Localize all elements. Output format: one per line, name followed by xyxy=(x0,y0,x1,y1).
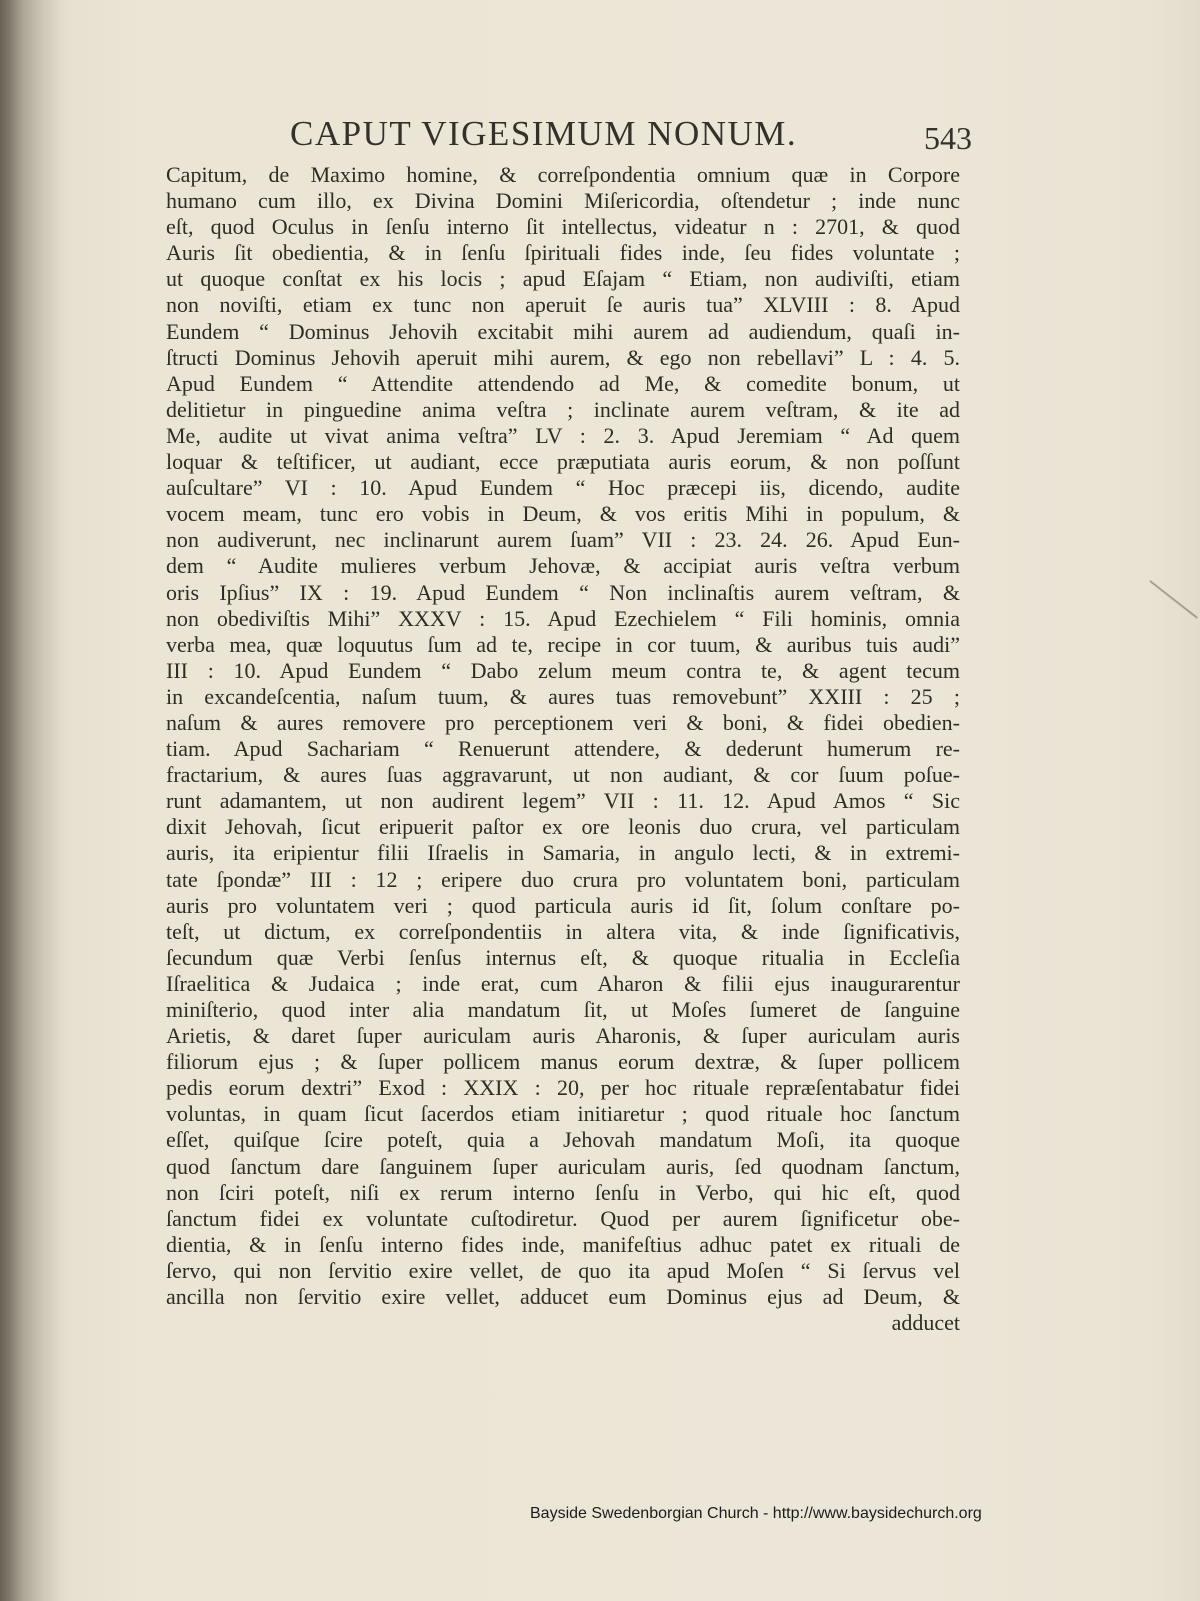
text-line: ſanctum fidei ex voluntate cuſtodiretur. Quod per aurem ſignificetur obe- xyxy=(166,1205,960,1231)
text-line: verba mea, quæ loquutus ſum ad te, recipe in cor tuum, & auribus tuis audi” xyxy=(166,631,960,657)
text-line: ut quoque conſtat ex his locis ; apud Eſajam “ Etiam, non audiviſti, etiam xyxy=(166,266,960,292)
text-line: auſcultare” VI : 10. Apud Eundem “ Hoc præcepi iis, dicendo, audite xyxy=(166,475,960,501)
text-line: dientia, & in ſenſu interno fides inde, manifeſtius adhuc patet ex rituali de xyxy=(166,1231,960,1257)
text-line: teſt, ut dictum, ex correſpondentiis in altera vita, & inde ſignificativis, xyxy=(166,918,960,944)
text-line: auris pro voluntatem veri ; quod particula auris id ſit, ſolum conſtare po- xyxy=(166,892,960,918)
text-line: Iſraelitica & Judaica ; inde erat, cum Aharon & filii ejus inaugurarentur xyxy=(166,970,960,996)
text-line: auris, ita eripientur filii Iſraelis in Samaria, in angulo lecti, & in extremi- xyxy=(166,840,960,866)
page-header xyxy=(160,108,980,158)
text-line: naſum & aures removere pro perceptionem veri & boni, & fidei obedien- xyxy=(166,709,960,735)
text-line: oris Ipſius” IX : 19. Apud Eundem “ Non inclinaſtis aurem veſtram, & xyxy=(166,579,960,605)
text-line: ancilla non ſervitio exire vellet, adducet eum Dominus ejus ad Deum, & xyxy=(166,1284,960,1310)
text-line: ſervo, qui non ſervitio exire vellet, de quo ita apud Moſen “ Si ſervus vel xyxy=(166,1257,960,1283)
text-line: non ſciri poteſt, niſi ex rerum interno ſenſu in Verbo, qui hic eſt, quod xyxy=(166,1179,960,1205)
text-line: Arietis, & daret ſuper auriculam auris Aharonis, & ſuper auriculam auris xyxy=(166,1023,960,1049)
text-line: Eundem “ Dominus Jehovih excitabit mihi aurem ad audiendum, quaſi in- xyxy=(166,318,960,344)
text-line: ſtructi Dominus Jehovih aperuit mihi aurem, & ego non rebellavi” L : 4. 5. xyxy=(166,344,960,370)
text-line: Capitum, de Maximo homine, & correſpondentia omnium quæ in Corpore xyxy=(166,162,960,187)
text-line: voluntas, in quam ſicut ſacerdos etiam initiaretur ; quod rituale hoc ſanctum xyxy=(166,1101,960,1127)
text-line: humano cum illo, ex Divina Domini Miſericordia, oſtendetur ; inde nunc xyxy=(166,188,960,214)
text-line: fractarium, & aures ſuas aggravarunt, ut non audiant, & cor ſuum poſue- xyxy=(166,762,960,788)
text-line: in excandeſcentia, naſum tuum, & aures tuas removebunt” XXIII : 25 ; xyxy=(166,683,960,709)
text-line: eſſet, quiſque ſcire poteſt, quia a Jehovah mandatum Moſi, ita quoque xyxy=(166,1127,960,1153)
spine-shadow xyxy=(0,0,60,1601)
text-line: pedis eorum dextri” Exod : XXIX : 20, per hoc rituale repræſentabatur fidei xyxy=(166,1075,960,1101)
text-line: ſecundum quæ Verbi ſenſus internus eſt, & quoque ritualia in Eccleſia xyxy=(166,944,960,970)
text-line: vocem meam, tunc ero vobis in Deum, & vos eritis Mihi in populum, & xyxy=(166,501,960,527)
text-line: non obediviſtis Mihi” XXXV : 15. Apud Ezechielem “ Fili hominis, omnia xyxy=(166,605,960,631)
catchword: adducet xyxy=(891,1310,960,1336)
text-line: runt adamantem, ut non audirent legem” VII : 11. 12. Apud Amos “ Sic xyxy=(166,788,960,814)
text-line: dem “ Audite mulieres verbum Jehovæ, & accipiat auris veſtra verbum xyxy=(166,553,960,579)
text-line: dixit Jehovah, ſicut eripuerit paſtor ex ore leonis duo crura, vel particulam xyxy=(166,814,960,840)
body-text xyxy=(166,162,960,1336)
text-line: Auris ſit obedientia, & in ſenſu ſpirituali fides inde, ſeu fides voluntate ; xyxy=(166,240,960,266)
text-line: miniſterio, quod inter alia mandatum ſit, ut Moſes ſumeret de ſanguine xyxy=(166,997,960,1022)
text-line: III : 10. Apud Eundem “ Dabo zelum meum contra te, & agent tecum xyxy=(166,657,960,683)
text-line: quod ſanctum dare ſanguinem ſuper auriculam auris, ſed quodnam ſanctum, xyxy=(166,1153,960,1179)
text-line: eſt, quod Oculus in ſenſu interno ſit intellectus, videatur n : 2701, & quod xyxy=(166,214,960,240)
text-line: Me, audite ut vivat anima veſtra” LV : 2. 3. Apud Jeremiam “ Ad quem xyxy=(166,422,960,448)
page-number: 543 xyxy=(924,120,972,156)
running-head: CAPUT VIGESIMUM NONUM. xyxy=(290,114,798,153)
text-line: tate ſpondæ” III : 12 ; eripere duo crura pro voluntatem boni, particulam xyxy=(166,866,960,892)
text-line: non noviſti, etiam ex tunc non aperuit ſe auris tua” XLVIII : 8. Apud xyxy=(166,292,960,318)
text-line: filiorum ejus ; & ſuper pollicem manus eorum dextræ, & ſuper pollicem xyxy=(166,1049,960,1075)
text-line: tiam. Apud Sachariam “ Renuerunt attendere, & dederunt humerum re- xyxy=(166,736,960,762)
text-line: Apud Eundem “ Attendite attendendo ad Me, & comedite bonum, ut xyxy=(166,370,960,396)
text-line: non audiverunt, nec inclinarunt aurem ſuam” VII : 23. 24. 26. Apud Eun- xyxy=(166,527,960,553)
text-line: delitietur in pinguedine anima veſtra ; inclinate aurem veſtram, & ite ad xyxy=(166,396,960,422)
margin-mark xyxy=(1149,580,1198,619)
text-line: loquar & teſtificer, ut audiant, ecce præputiata auris eorum, & non poſſunt xyxy=(166,449,960,475)
footer-credit: Bayside Swedenborgian Church - http://www.baysidechurch.org xyxy=(530,1505,982,1522)
